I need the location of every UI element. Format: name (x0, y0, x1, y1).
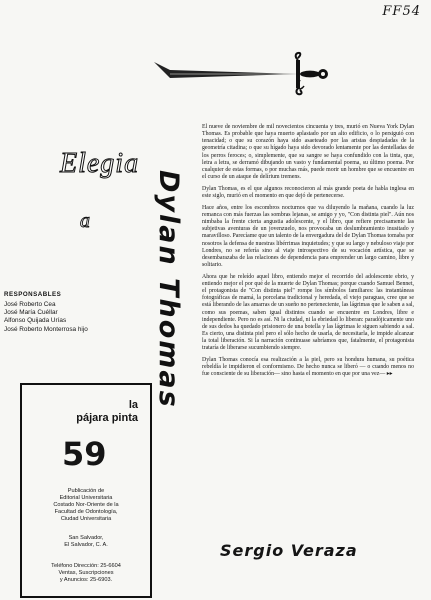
continue-arrow-icon: ▸▸ (386, 371, 393, 378)
phone-line: Teléfono Dirección: 25-6604 (51, 563, 121, 569)
reference-number: FF54 (382, 4, 421, 19)
sword-illustration (150, 48, 330, 98)
publisher-line: Facultad de Odontología, (54, 509, 118, 515)
phone-line: Ventas, Suscripciones (58, 570, 114, 576)
author-signature: Sergio Veraza (220, 541, 358, 560)
publication-name: pájara pinta (76, 412, 138, 424)
article-body (202, 124, 414, 383)
phone-info (22, 563, 150, 584)
address-line: San Salvador, (68, 535, 104, 541)
title-elegia: Elegia (60, 148, 140, 179)
body-paragraph: Hace años, entre los escombros nocturnos que va diluyendo la mañana, cuando la luz remanca con más fuerzas las sombras lejanas, se amigo y yo, "Con distinta piel". Aún nos nimbaba la frente cierta angustia adolescente, y el libro, que refiere precisamente las subjetivas aventuras de un jovenzuelo, nos provocaba un deslumbramiento inusitado y maravilloso. Parecíame que un talento de la envergadura del de Dylan Thomas tomaba por nosotros la defensa de nuestras libérrimas inquietudes; y que su largo y nebuloso viaje por Londres, no se refería sino al viaje introspectivo de su vocación artística, que se desembarazaba de las relaciones de dependencia para emprender un largo camino, libre y solitario. (202, 204, 414, 268)
publication-box (20, 383, 152, 598)
credits-block (4, 291, 88, 334)
address-line: El Salvador, C. A. (64, 542, 108, 548)
publisher-line: Publicación de (67, 488, 105, 494)
credit-name: Alfonso Quijada Urías (4, 317, 67, 325)
body-paragraph (202, 357, 414, 378)
issue-number: 59 (62, 435, 107, 473)
body-paragraph: Dylan Thomas, es el que algunos reconocieron al más grande poeta de habla inglesa en este siglo, murió en el momento en que dejó de pertenecerse. (202, 185, 414, 199)
body-paragraph: Ahora que he releído aquel libro, entiendo mejor el recorrido del adolescente ebrio, y entiendo mejor el por qué de la muerte de Dylan Thomas; porque cuando Samuel Bennet, el protagonista de "Con distinta piel" rompe los símbolos familiares: las instantáneas fotográficas de mamá, la porcelana tradicional y heredada, el viejo paraguas, cree que se está liberando de las amarras de un sueño no perteneciente, las lágrimas que le saben a sal, como sus poemas, saben igual distintos cuando se encuentre en Londres, libre e independiente. Pero no es así. Ni la ciudad, ni la ebriedad lo liberan: paradójicamente uno de sus dedos ha quedado prisionero de una botella y las lágrimas le siguen sabiendo a sal. Es cierto, una distinta piel pero el sólo hecho de usarla, de necesitarla, le impide alcanzar la total liberación. Si la narración continuase sabríamos que, fatalmente, el protagonista trataría de liberarse sucumbiendo siempre. (202, 273, 414, 352)
publication-name-la: la (128, 399, 138, 411)
body-paragraph-text: Dylan Thomas conocía esa realización a la piel, pero su hondura humana, su poética rebeldía le impidieron el conformismo. De hecho nunca se liberó — o cuando menos no fue consciente de su liberación— sino hasta el momento en que por una vez— (202, 357, 414, 378)
publisher-line: Editorial Universitaria (59, 495, 113, 501)
publisher-line: Costado Nor-Oriente de la (53, 502, 119, 508)
publisher-line: Ciudad Universitaria (60, 516, 112, 522)
credit-name: José Roberto Cea (4, 301, 56, 308)
body-paragraph: El nueve de noviembre de mil novecientos cincuenta y tres, murió en Nueva York Dylan Thomas. Es probable que haya muerto aplastado por un alto edificio, o lo persiguió con tenacidad; o que su corazón haya sido asaeteado por las aristas despiadadas de la geometría citadina; o que su hígado haya sido devorado lentamente por las dentelladas de los perros feroces; o, simplemente, que su sangre se haya confundido con la tinta, que, letra a letra, se derramó dibujando un vasto y fundamental poema, su último poema. Por cualquier de estas formas, o por muchas más, puede morir un hombre que se encuentre en el curso de un ataque de delírium tremens. (202, 124, 414, 181)
credits-heading: RESPONSABLES (4, 291, 62, 298)
title-subject-vertical: Dylan Thomas (153, 170, 184, 409)
credit-name: José María Cuéllar (4, 309, 58, 317)
address-info (22, 535, 150, 549)
phone-line: y Anuncios: 25-6903. (59, 577, 113, 583)
title-a: a (80, 210, 90, 232)
credit-name: José Roberto Monterrosa hijo (4, 325, 88, 333)
publisher-info (22, 488, 150, 523)
